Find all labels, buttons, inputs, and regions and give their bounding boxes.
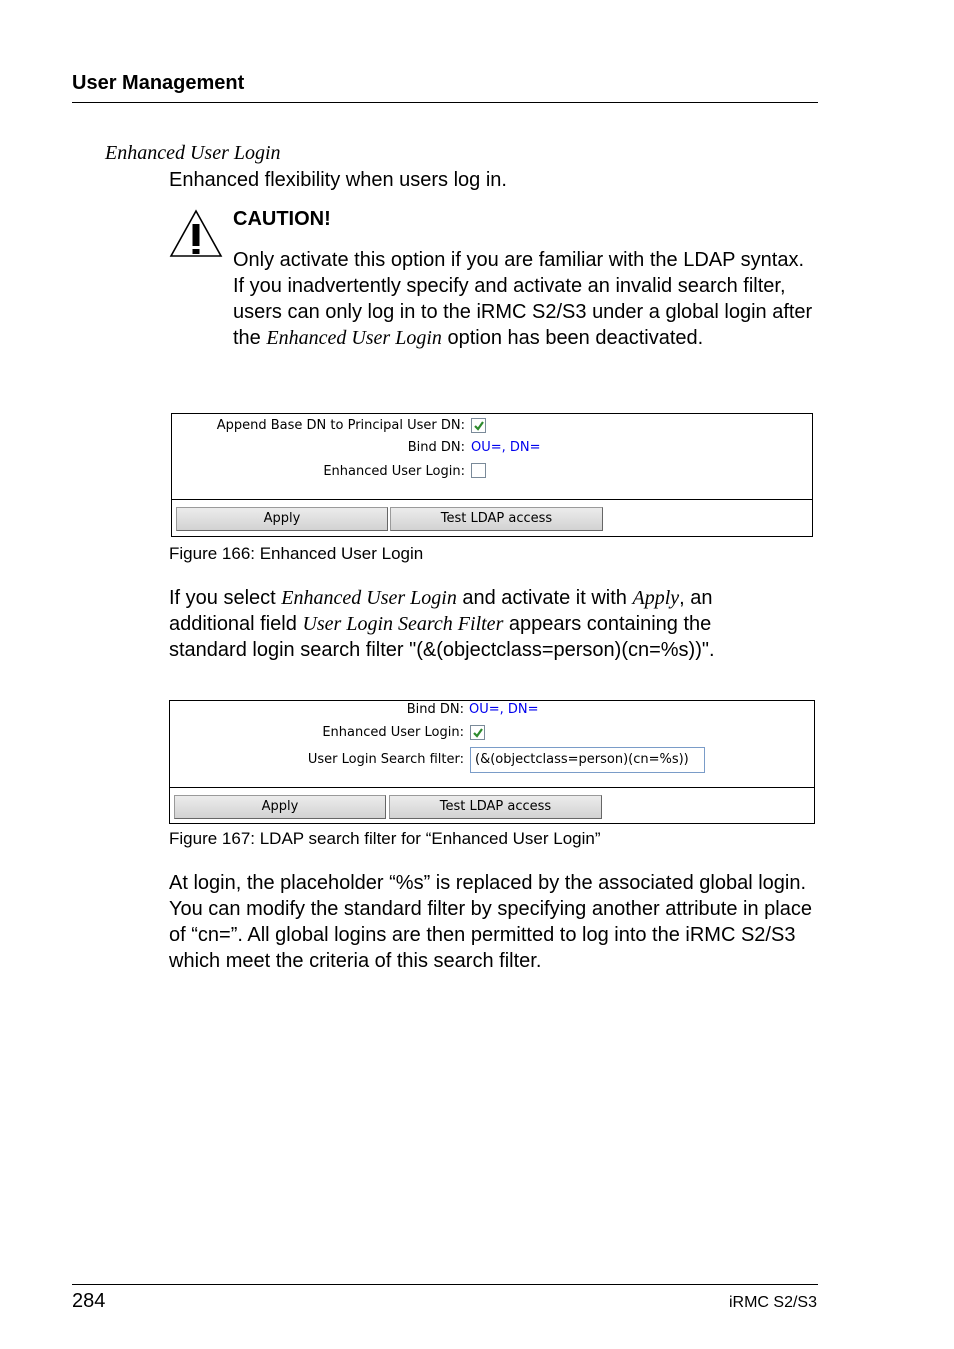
checkmark-icon — [473, 420, 485, 432]
user-login-search-filter-input[interactable]: (&(objectclass=person)(cn=%s)) — [470, 747, 705, 773]
append-base-dn-checkbox[interactable] — [471, 418, 486, 433]
figure-166-screenshot — [171, 413, 813, 537]
placeholder-explanation-paragraph: At login, the placeholder “%s” is replaced by the associated global login. You can modify the standard filter by specifying another attribute in place of “cn=”. All global logins are then permitted to log into the iRMC S2/S3 which meet the criteria of this search filter. — [169, 872, 812, 972]
para2-emphasis-2: Apply — [632, 587, 680, 609]
enhanced-user-login-label: Enhanced User Login: — [322, 725, 464, 740]
append-base-dn-label: Append Base DN to Principal User DN: — [216, 418, 465, 433]
enhanced-user-login-checkbox[interactable] — [471, 463, 486, 478]
footer-rule — [72, 1284, 818, 1285]
test-ldap-access-button[interactable]: Test LDAP access — [389, 795, 602, 819]
user-login-search-filter-label: User Login Search filter: — [307, 752, 464, 767]
para2-text-2: and activate it with — [456, 587, 633, 609]
para2-emphasis-3: User Login Search Filter — [302, 613, 504, 635]
button-bar — [170, 787, 814, 788]
page-number: 284 — [72, 1290, 106, 1312]
caution-text — [233, 247, 818, 351]
enhanced-user-login-checkbox[interactable] — [470, 725, 485, 740]
figure-167-screenshot — [169, 700, 815, 824]
figure-166-caption: Figure 166: Enhanced User Login — [169, 544, 424, 563]
para2-text-1: If you select — [169, 587, 282, 609]
para2-text-4: appears containing the standard login search filter "(&(objectclass=person)(cn=%s))". — [169, 613, 715, 661]
para2-text-3: , an additional field — [169, 587, 713, 635]
caution-title: CAUTION! — [233, 208, 331, 230]
bind-dn-label: Bind DN: — [407, 440, 465, 455]
caution-text-part1: Only activate this option if you are familiar with the LDAP syntax. If you inadvertently specify and activate an invalid search filter, users can only log in to the iRMC S2/S3 under a global login after the — [233, 249, 813, 349]
bind-dn-label: Bind DN: — [406, 702, 464, 717]
warning-triangle-icon — [168, 208, 224, 260]
apply-button[interactable]: Apply — [176, 507, 388, 531]
product-name: iRMC S2/S3 — [728, 1294, 817, 1311]
figure-167-caption: Figure 167: LDAP search filter for “Enhanced User Login” — [169, 829, 601, 848]
bind-dn-value: OU=, DN= — [471, 440, 541, 455]
caution-text-part2: option has been deactivated. — [441, 327, 704, 349]
term-heading: Enhanced User Login — [105, 142, 281, 164]
term-description: Enhanced flexibility when users log in. — [169, 169, 507, 191]
header-rule — [72, 102, 818, 103]
test-ldap-access-button[interactable]: Test LDAP access — [390, 507, 603, 531]
select-enhanced-login-paragraph — [169, 585, 779, 663]
bind-dn-value: OU=, DN= — [469, 702, 539, 717]
page-header-title: User Management — [72, 72, 245, 94]
enhanced-user-login-label: Enhanced User Login: — [323, 464, 465, 479]
para2-emphasis-1: Enhanced User Login — [281, 587, 457, 609]
apply-button[interactable]: Apply — [174, 795, 386, 819]
caution-emphasis: Enhanced User Login — [266, 327, 442, 349]
button-bar — [172, 499, 812, 500]
checkmark-icon — [472, 727, 484, 739]
